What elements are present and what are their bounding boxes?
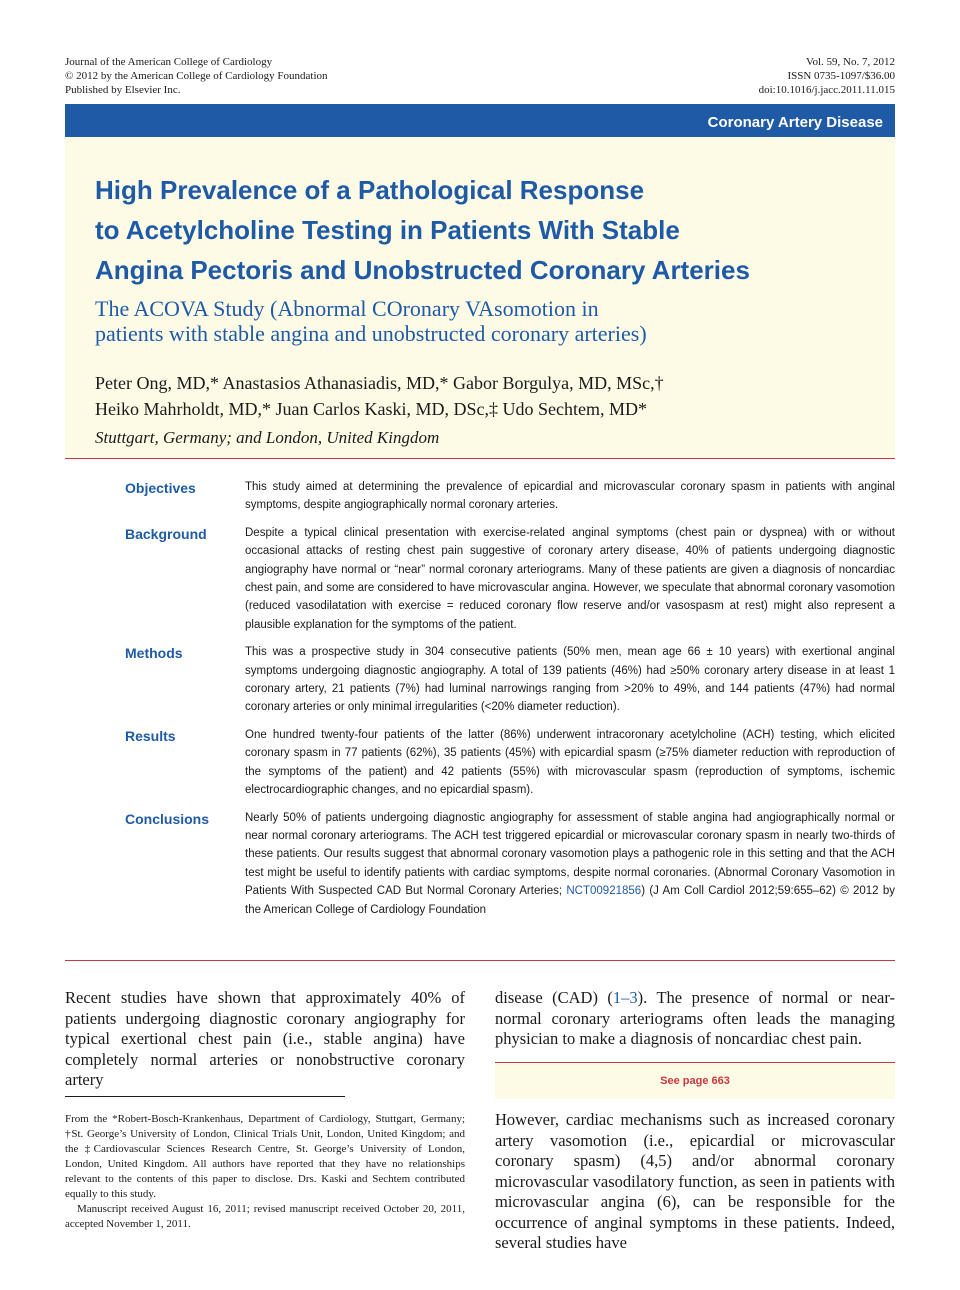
body-text: ) and/or abnormal coronary microvascular vasodilatory function, as seen in patients with microvascular angina (: [495, 1151, 895, 1211]
abstract-background: [65, 524, 895, 634]
publisher: Published by Elsevier Inc.: [65, 84, 181, 96]
section-label: Coronary Artery Disease: [707, 114, 883, 131]
footnote-affiliation: From the *Robert-Bosch-Krankenhaus, Department of Cardiology, Stuttgart, Germany; †St. George’s University of London, Clinical Trials Unit, London, United Kingdom; and the ‡Cardiovascular Sciences Research Centre, St. George’s University of London, London, United Kingdom. All authors have reported that they have no relationships relevant to the contents of this paper to disclose. Drs. Kaski and Sechtem contributed equally to this study.: [65, 1113, 465, 1200]
structured-abstract: [65, 478, 895, 928]
body-text: disease (CAD) (: [495, 988, 613, 1007]
abstract-text: Despite a typical clinical presentation with exercise-related anginal symptoms (chest pain or dyspnea) with or without occasional attacks of resting chest pain suggestive of coronary artery disease, 40% of patients undergoing diagnostic angiography have normal or “near” normal coronary arteriograms. Many of these patients are given a diagnosis of noncardiac chest pain, and some are considered to have microvascular angina. However, we speculate that abnormal coronary vasomotion (reduced vasodilatation with exercise = reduced coronary flow reserve and/or vasospasm at rest) might also represent a plausible explanation for the symptoms of the patient.: [245, 526, 895, 631]
footnotes: [65, 1112, 465, 1232]
see-page-link[interactable]: See page 663: [660, 1075, 730, 1087]
affiliation: Stuttgart, Germany; and London, United Kingdom: [95, 428, 440, 447]
reference-link[interactable]: 6: [662, 1192, 671, 1211]
author-list: [95, 370, 664, 422]
section-band: [65, 104, 895, 137]
article-subtitle: [95, 296, 647, 346]
volume: Vol. 59, No. 7, 2012: [805, 56, 895, 68]
abstract-text: This was a prospective study in 304 consecutive patients (50% men, mean age 66 ± 10 years) with exertional anginal symptoms undergoing diagnostic angiography. A total of 139 patients (46%) had ≥50% coronary artery disease in at least 1 coronary artery, 21 patients (7%) had luminal narrowings ranging from >20% to 49%, and 144 patients (47%) had normal coronary arteries or only minimal irregularities (<20% diameter reduction).: [245, 646, 895, 714]
abstract-text: [245, 809, 895, 919]
abstract-text: One hundred twenty-four patients of the latter (86%) underwent intracoronary acetylcholine (ACH) testing, which elicited coronary spasm in 77 patients (62%), 35 patients (45%) with epicardial spasm (≥75% diameter reduction with reproduction of the symptoms of the patient) and 42 patients (55%) with microvascular spasm (reproduction of symptoms, ischemic electrocardiographic changes, and no epicardial spasm).: [245, 728, 895, 797]
body-text: However, cardiac mechanisms such as increased coronary artery vasomotion (i.e., epicardial or microvascular coronary spasm) (: [495, 1110, 895, 1170]
journal-name: Journal of the American College of Cardiology: [65, 56, 273, 68]
article-title: [95, 170, 795, 290]
footnote-received: Manuscript received August 16, 2011; revised manuscript received October 20, 2011, accepted November 1, 2011.: [65, 1203, 465, 1230]
body-text: ), can be responsible for the occurrence of anginal symptoms in these patients. Indeed, several studies have: [495, 1192, 896, 1252]
copyright: © 2012 by the American College of Cardiology Foundation: [65, 70, 328, 82]
abstract-label: Objectives: [125, 480, 196, 496]
body-right-column: [495, 988, 895, 1050]
title-line: to Acetylcholine Testing in Patients With Stable: [95, 215, 680, 245]
conclusions-text: Nearly 50% of patients undergoing diagnostic angiography for assessment of stable angina had angiographically normal or near normal coronary arteriograms. The ACH test triggered epicardial or microvascular coronary spasm in nearly two-thirds of these patients. Our results suggest that abnormal coronary vasomotion plays a pathogenic role in this setting and that the ACH test might be useful to identify patients with cardiac symptoms, despite normal coronaries. (Abnormal Coronary Vasomotion in Patients With Suspected CAD But Normal Coronary Arteries;: [245, 811, 895, 898]
title-line: Angina Pectoris and Unobstructed Coronary Arteries: [95, 255, 750, 285]
abstract-objectives: [65, 478, 895, 515]
trial-registry-link[interactable]: NCT00921856: [566, 885, 642, 898]
abstract-methods: [65, 643, 895, 717]
footnote-divider: [65, 1096, 345, 1097]
body-right-column-continued: [495, 1110, 895, 1254]
abstract-label: Methods: [125, 645, 183, 662]
body-left-column: [65, 988, 465, 1091]
doi: doi:10.1016/j.jacc.2011.11.015: [758, 84, 895, 96]
see-page-box: [495, 1062, 895, 1099]
title-line: High Prevalence of a Pathological Response: [95, 175, 645, 205]
subtitle-line: patients with stable angina and unobstructed coronary arteries): [95, 321, 647, 346]
abstract-divider: [65, 960, 895, 961]
author-line: Peter Ong, MD,* Anastasios Athanasiadis, MD,* Gabor Borgulya, MD, MSc,†: [95, 373, 664, 393]
abstract-results: [65, 726, 895, 800]
issue-info: [759, 55, 895, 97]
citation-text: ) (J Am Coll Cardiol 2012;59:655–62) © 2012 by the American College of Cardiology Foundation: [245, 885, 896, 916]
author-line: Heiko Mahrholdt, MD,* Juan Carlos Kaski, MD, DSc,‡ Udo Sechtem, MD*: [95, 399, 647, 419]
reference-link[interactable]: 1–3: [612, 988, 638, 1007]
subtitle-line: The ACOVA Study (Abnormal COronary VAsomotion in: [95, 296, 599, 321]
abstract-conclusions: [65, 809, 895, 919]
abstract-label: Results: [125, 727, 176, 744]
abstract-text: This study aimed at determining the prevalence of epicardial and microvascular coronary spasm in patients with anginal symptoms, despite angiographically normal coronary arteries.: [245, 481, 895, 512]
abstract-label: Conclusions: [125, 810, 210, 827]
abstract-label: Background: [125, 525, 207, 542]
issn: ISSN 0735-1097/$36.00: [787, 70, 895, 82]
reference-link[interactable]: 4,5: [645, 1151, 667, 1170]
body-text: ). The presence of normal or near-normal coronary arteriograms often leads the managing physician to make a diagnosis of noncardiac chest pain.: [495, 988, 895, 1048]
journal-header: [65, 55, 328, 97]
body-paragraph: Recent studies have shown that approximately 40% of patients undergoing diagnostic coronary angiography for typical exertional chest pain (i.e., stable angina) have completely normal arteries or nonobstructive coronary artery: [65, 988, 465, 1089]
